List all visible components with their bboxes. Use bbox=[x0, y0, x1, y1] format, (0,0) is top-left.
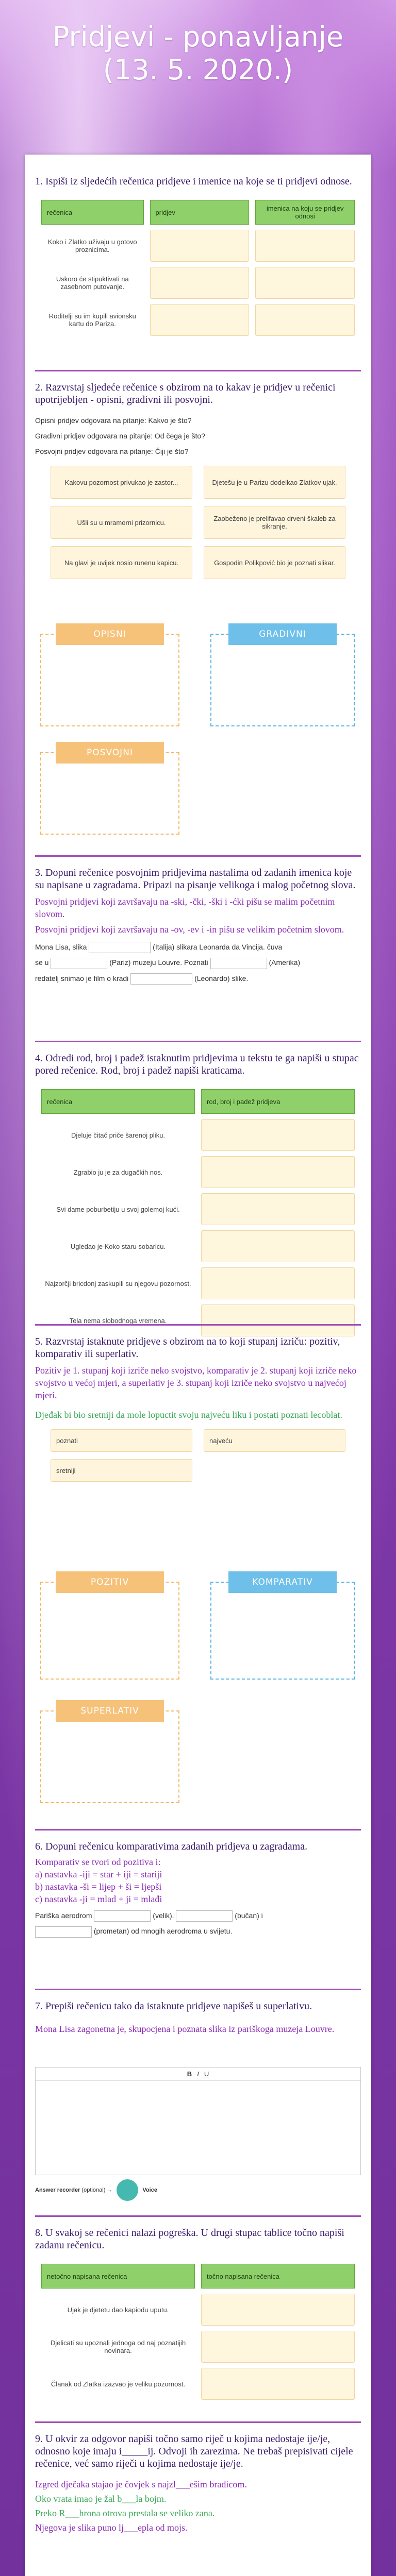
task-1-row-sentence: Uskoro će stipuktivati na zasebnom putovanje. bbox=[56, 275, 129, 291]
task-3-rule-lowercase: Posvojni pridjevi koji završavaju na -ski, -čki, -ški i -ćki pišu se malim početnim slovom. bbox=[35, 896, 335, 919]
task-3 bbox=[35, 867, 361, 985]
task-6-text: (bučan) i bbox=[235, 1911, 263, 1920]
task-9-sentence: Njegova je slika puno lj___epla od mojs. bbox=[35, 2522, 188, 2533]
task-1-table bbox=[35, 195, 361, 341]
task-4-col-sentence: rečenica bbox=[41, 1089, 195, 1114]
task-6-heading: 6. Dopuni rečenicu komparativima zadanih pridjeva u zagradama. bbox=[35, 1841, 308, 1852]
task-1-answer-adjective[interactable] bbox=[150, 267, 250, 299]
task-1 bbox=[35, 175, 361, 341]
section-divider bbox=[35, 855, 361, 857]
italic-icon[interactable]: I bbox=[197, 2070, 199, 2078]
task-4-heading: 4. Odredi rod, broj i padež istaknutim pridjevima u tekstu te ga napiši u stupac pored rečenice. Rod, broj i padež napiši kraticama. bbox=[35, 1053, 359, 1076]
section-divider bbox=[35, 370, 361, 371]
draggable-card[interactable]: Kakovu pozornost privukao je zastor... bbox=[51, 466, 192, 499]
task-3-text: (Italija) slikara Leonarda da Vincija. čuva bbox=[153, 943, 283, 951]
record-button[interactable] bbox=[117, 2179, 138, 2201]
task-4-row-sentence: Ugledao je Koko staru sobaricu. bbox=[70, 1242, 166, 1250]
task-7-heading: 7. Prepiši rečenicu tako da istaknute pridjeve napišeš u superlativu. bbox=[35, 2001, 312, 2012]
draggable-card[interactable]: Ušli su u mramorni prizornicu. bbox=[51, 506, 192, 539]
task-8-heading: 8. U svakoj se rečenici nalazi pogreška. U drugi stupac tablice točno napiši zadanu rečenicu. bbox=[35, 2227, 344, 2251]
task-2-card-grid bbox=[51, 466, 345, 579]
task-4-answer[interactable] bbox=[201, 1304, 355, 1336]
task-8-col-incorrect: netočno napisana rečenica bbox=[41, 2264, 195, 2289]
task-5 bbox=[35, 1335, 361, 1482]
task-6-rule-a: a) nastavka -iji = star + iji = stariji bbox=[35, 1869, 162, 1879]
draggable-card[interactable]: Djetešu je u Parizu dodelkao Zlatkov ujak. bbox=[204, 466, 345, 499]
task-4-row-sentence: Najzorčji bricdonj zaskupili su njegovu pozornost. bbox=[45, 1279, 191, 1287]
task-2-heading: 2. Razvrstaj sljedeće rečenice s obzirom na to kakav je pridjev u rečenici upotrijebljen - opisni, gradivni ili posvojni. bbox=[35, 382, 336, 405]
task-6-input[interactable] bbox=[35, 1926, 92, 1938]
task-1-col-adjective: pridjev bbox=[150, 200, 250, 225]
task-3-text: redatelj snimao je film o kradi bbox=[35, 974, 129, 982]
title-line-2: (13. 5. 2020.) bbox=[103, 54, 293, 86]
task-3-text: Mona Lisa, slika bbox=[35, 943, 87, 951]
task-1-row-sentence: Koko i Zlatko uživaju u gotovo proznicima. bbox=[47, 238, 137, 253]
task-8 bbox=[35, 2227, 361, 2405]
drop-zone-superlative[interactable] bbox=[40, 1710, 179, 1803]
task-6-input[interactable] bbox=[94, 1910, 151, 1922]
draggable-card[interactable]: poznati bbox=[51, 1429, 192, 1452]
recorder-voice-label: Voice bbox=[142, 2187, 157, 2193]
task-3-line-1 bbox=[35, 942, 361, 953]
task-8-row-sentence: Članak od Zlatka izazvao je veliku pozornost. bbox=[51, 2380, 186, 2388]
task-3-text: (Pariz) muzeju Louvre. Poznati bbox=[109, 958, 208, 967]
section-divider bbox=[35, 1989, 361, 1990]
task-8-col-correct: točno napisana rečenica bbox=[201, 2264, 355, 2289]
task-8-answer[interactable] bbox=[201, 2331, 355, 2363]
task-4-answer[interactable] bbox=[201, 1193, 355, 1225]
title-line-1: Pridjevi - ponavljanje bbox=[52, 21, 344, 53]
task-2-question-descriptive: Opisni pridjev odgovara na pitanje: Kakvo je što? bbox=[35, 416, 192, 425]
task-3-rule-uppercase: Posvojni pridjevi koji završavaju na -ov, -ev i -in pišu se velikim početnim slovom. bbox=[35, 924, 344, 935]
task-6-input[interactable] bbox=[176, 1910, 233, 1922]
task-1-answer-noun[interactable] bbox=[255, 267, 355, 299]
task-3-line-2 bbox=[35, 957, 361, 969]
task-4 bbox=[35, 1052, 361, 1342]
task-7-recorder bbox=[35, 2179, 157, 2201]
task-6-intro: Komparativ se tvori od pozitiva i: bbox=[35, 1857, 161, 1867]
task-1-col-sentence: rečenica bbox=[41, 200, 144, 225]
task-2-question-material: Gradivni pridjev odgovara na pitanje: Od čega je što? bbox=[35, 432, 205, 440]
drop-zone-label-positive: POZITIV bbox=[56, 1571, 164, 1593]
task-3-input[interactable] bbox=[51, 958, 107, 969]
task-9-sentence: Izgred dječaka stajao je čovjek s najzl___ešim bradicom. bbox=[35, 2479, 247, 2489]
bold-icon[interactable]: B bbox=[187, 2070, 192, 2078]
section-divider bbox=[35, 1829, 361, 1831]
task-3-text: (Amerika) bbox=[269, 958, 301, 967]
draggable-card[interactable]: Gospodin Polikpović bio je poznati slikar. bbox=[204, 546, 345, 579]
task-3-text: (Leonardo) slike. bbox=[194, 974, 249, 982]
task-9 bbox=[35, 2433, 361, 2534]
task-4-col-gcn: rod, broj i padež pridjeva bbox=[201, 1089, 355, 1114]
task-8-answer[interactable] bbox=[201, 2368, 355, 2400]
drop-zone-descriptive[interactable] bbox=[40, 634, 179, 726]
task-3-input[interactable] bbox=[130, 973, 192, 985]
task-8-row-sentence: Ujak je djetetu dao kapiodu uputu. bbox=[67, 2306, 169, 2314]
task-8-table bbox=[35, 2259, 361, 2405]
task-5-heading: 5. Razvrstaj istaknute pridjeve s obzirom na to koji stupanj izriču: pozitiv, komparativ ili superlativ. bbox=[35, 1336, 340, 1360]
drop-zone-possessive[interactable] bbox=[40, 752, 179, 835]
task-3-text: se u bbox=[35, 958, 49, 967]
section-divider bbox=[35, 2421, 361, 2423]
task-1-answer-adjective[interactable] bbox=[150, 230, 250, 262]
task-6-text: (prometan) od mnogih aerodroma u svijetu. bbox=[93, 1927, 233, 1936]
task-3-line-3 bbox=[35, 973, 361, 985]
task-4-row-sentence: Zgrabio ju je za dugačkih nos. bbox=[73, 1168, 163, 1176]
recorder-optional: (optional) → bbox=[81, 2187, 113, 2193]
section-divider bbox=[35, 1041, 361, 1042]
draggable-card[interactable]: Zaobeženo je prelifavao drveni škaleb za sikranje. bbox=[204, 506, 345, 539]
task-3-input[interactable] bbox=[89, 942, 151, 953]
task-6-text: (velik). bbox=[153, 1911, 174, 1920]
draggable-card[interactable]: Na glavi je uvijek nosio runenu kapicu. bbox=[51, 546, 192, 579]
task-6-line-1 bbox=[35, 1910, 361, 1922]
task-9-heading: 9. U okvir za odgovor napiši točno samo riječ u kojima nedostaje ije/je, odnosno koje imaju i_____ij. Odvoji ih zarezima. Ne trebaš prepisivati cijele rečenice, već samo riječi u kojima nedostaje ije/je. bbox=[35, 2433, 353, 2469]
task-6-line-2 bbox=[35, 1926, 361, 1937]
task-1-answer-noun[interactable] bbox=[255, 230, 355, 262]
task-4-row-sentence: Djeluje čitač priče šarenoj pliku. bbox=[71, 1131, 166, 1139]
task-4-answer[interactable] bbox=[201, 1230, 355, 1262]
task-4-row-sentence: Svi dame poburbetiju u svoj golemoj kući. bbox=[56, 1205, 180, 1213]
task-6-text: Pariška aerodrom bbox=[35, 1911, 92, 1920]
section-divider bbox=[35, 1324, 361, 1326]
task-1-col-noun: imenica na koju se pridjev odnosi bbox=[255, 200, 355, 225]
task-5-sentence: Djeđak bi bio sretniji da mole lopuctit svoju najveću liku i postati poznati lecoblat. bbox=[35, 1410, 342, 1420]
recorder-label: Answer recorder bbox=[35, 2187, 80, 2193]
draggable-card[interactable]: sretniji bbox=[51, 1459, 192, 1482]
task-3-input[interactable] bbox=[210, 958, 267, 969]
task-3-heading: 3. Dopuni rečenice posvojnim pridjevima nastalima od zadanih imenica koje su napisane u zagradama. Pripazi na pisanje velikoga i malog početnog slova. bbox=[35, 867, 356, 891]
editor-toolbar bbox=[36, 2067, 360, 2081]
drop-zone-label-possessive: POSVOJNI bbox=[56, 742, 164, 764]
drop-zone-label-superlative: SUPERLATIV bbox=[56, 1700, 164, 1722]
task-4-answer[interactable] bbox=[201, 1267, 355, 1299]
task-6-rule-b: b) nastavka -ši = lijep + ši = ljepši bbox=[35, 1882, 162, 1892]
draggable-card[interactable]: najveću bbox=[204, 1429, 345, 1452]
task-5-card-grid bbox=[51, 1429, 345, 1482]
task-2-question-possessive: Posvojni pridjev odgovara na pitanje: Čiji je što? bbox=[35, 447, 189, 455]
task-7 bbox=[35, 2000, 361, 2035]
task-4-table bbox=[35, 1084, 361, 1342]
task-9-sentence: Preko R___hrona otrova prestala se veliko zana. bbox=[35, 2508, 215, 2518]
task-5-rule: Pozitiv je 1. stupanj koji izriče neko svojstvo, komparativ je 2. stupanj koji izriče neko svojstvo u većoj mjeri, a superlativ je 3. stupanj koji izriče neko svojstvo u najvećoj mjeri. bbox=[35, 1365, 357, 1400]
page-title bbox=[0, 21, 396, 87]
task-4-row-sentence: Tela nema slobodnoga vremena. bbox=[69, 1316, 167, 1325]
drop-zone-comparative[interactable] bbox=[210, 1582, 355, 1680]
drop-zone-label-comparative: KOMPARATIV bbox=[228, 1571, 337, 1593]
underline-icon[interactable]: U bbox=[204, 2070, 209, 2078]
drop-zone-label-material: GRADIVNI bbox=[228, 623, 337, 645]
section-divider bbox=[35, 2215, 361, 2217]
task-9-sentence: Oko vrata imao je žal b___la bojm. bbox=[35, 2494, 167, 2504]
task-1-answer-adjective[interactable] bbox=[150, 304, 250, 336]
task-2 bbox=[35, 381, 361, 579]
task-6-rule-c: c) nastavka -ji = mlad + ji = mlađi bbox=[35, 1894, 162, 1904]
task-8-answer[interactable] bbox=[201, 2294, 355, 2326]
drop-zone-label-descriptive: OPISNI bbox=[56, 623, 164, 645]
task-7-answer-editor[interactable] bbox=[35, 2067, 361, 2175]
task-1-row-sentence: Roditelji su im kupili avionsku kartu do Pariza. bbox=[48, 312, 136, 328]
task-4-answer[interactable] bbox=[201, 1119, 355, 1151]
task-7-sentence: Mona Lisa zagonetna je, skupocjena i poznata slika iz pariškoga muzeja Louvre. bbox=[35, 2024, 335, 2034]
drop-zone-material[interactable] bbox=[210, 634, 355, 726]
task-8-row-sentence: Djelicati su upoznali jednoga od naj poznatijih novinara. bbox=[50, 2339, 186, 2354]
drop-zone-positive[interactable] bbox=[40, 1582, 179, 1680]
task-1-answer-noun[interactable] bbox=[255, 304, 355, 336]
task-4-answer[interactable] bbox=[201, 1156, 355, 1188]
worksheet bbox=[25, 155, 371, 2576]
task-1-heading: 1. Ispiši iz sljedećih rečenica pridjeve i imenice na koje se ti pridjevi odnose. bbox=[35, 176, 352, 187]
task-6 bbox=[35, 1840, 361, 1938]
